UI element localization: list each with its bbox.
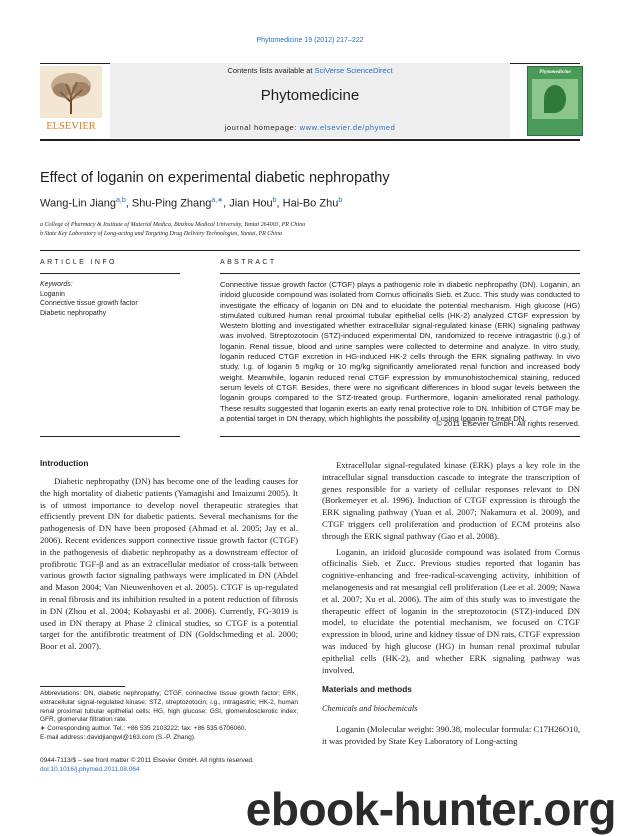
abstract-copyright: © 2011 Elsevier GmbH. All rights reserved. — [436, 419, 580, 428]
journal-homepage — [110, 123, 510, 132]
methods-heading: Materials and methods — [322, 684, 412, 694]
keyword: Loganin — [40, 290, 65, 298]
watermark: ebook-hunter.org — [245, 783, 616, 835]
elsevier-wordmark: ELSEVIER — [46, 121, 96, 132]
contents-prefix: Contents lists available at — [227, 66, 315, 75]
author-name: Wang-Lin Jiang — [40, 197, 117, 210]
masthead-bottom-rule — [40, 139, 580, 141]
right-column — [322, 460, 580, 676]
abstract-rule — [220, 273, 580, 274]
author-separator: , — [223, 197, 230, 210]
introduction-paragraph: Diabetic nephropathy (DN) has become one of the leading causes for the high mortality of diabetic patients (Yamagishi and Imaizumi 2005). It is of utmost importance to develop novel therapeutic strategies that efficiently prevent DN for diabetic patients. Several mechanisms for the pathogenesis of DN have been proposed (Ahmad et al. 2005; Jay et al. 2006). Recent evidences support connective tissue growth factor (CTGF) in the pathogenesis of diabetic nephropathy as a downstream effector of profibrotic TGF-β and as an extracellular mediator of cross-talk between various growth factor signaling pathways were implicated in DN (Abdel and Mason 2004; Van Nieuwenhoven et al. 2005). CTGF is up-regulated in renal fibrosis and its inhibition resulted in a potent reduction of fibrosis in DN (Zhou et al. 2004; Kobayashi et al. 2006). Currently, FG-3019 is used in DN therapy at Phase 2 clinical studies, so CTGF is a potential target for the antifibrotic treatment of DN (Goldschmeding et al. 2000; Boor et al. 2007). — [40, 476, 298, 652]
author-affil-marker[interactable]: b — [272, 197, 277, 204]
leaf-icon — [544, 85, 566, 113]
article-info-heading: ARTICLE INFO — [40, 259, 117, 266]
author-name: Jian Hou — [229, 197, 273, 210]
journal-citation[interactable]: Phytomedicine 19 (2012) 217–222 — [256, 37, 364, 44]
introduction-column — [40, 476, 298, 653]
author-separator: , — [276, 197, 283, 210]
abstract-text: Connective tissue growth factor (CTGF) plays a pathogenic role in diabetic nephropathy (DN). Loganin, an iridoid glucoside compound was isolated from Cornus officinalis Sieb. et Zucc. This study was conducted to investigate the efficacy of loganin on DN and to elucidate the potential mechanism. High glucose (HG) stimulated cultured human renal proximal tubular epithelial cells (HK-2) analyzed CTGF expression by Western blotting and investigated whether extracellular signal-regulated kinase (ERK) signaling pathway was involved. Streptozotocin (STZ)-induced experimental DN, randomized to receive intragastric (i.g.) of loganin. Renal tissue, blood and urine samples were collected to determine and analyze. In vitro study, loganin reduced CTGF excretion in HG-induced HK-2 cells through the ERK signaling pathway. In vivo study, I.g. of loganin 5 mg/kg or 10 mg/kg significantly ameliorated renal function and increased body weight. Meanwhile, loganin reduced renal CTGF expression by immunohistochemical staining, reduced serum levels of CTGF. Besides, there were no significant differences in blood sugar levels between the loganin groups compared to the STZ-treated group. Furthermore, loganin ameliorated renal pathology. These results suggested that loganin exerts an early renal protective role to DN. Inhibition of CTGF may be a potential target in DN therapy, which highlights the possibility of using loganin to treat DN. — [220, 280, 580, 423]
article-info-rule — [40, 273, 180, 274]
erk-paragraph: Extracellular signal-regulated kinase (ERK) plays a key role in the intracellular signal transduction cascade to integrate the transcription of genes responsible for a variety of cellular responses relevant to DN (Borkemeyer et al. 1996). Induction of CTGF expression is through the ERK signaling pathway (Yuan et al. 2007; Nakamura et al. 2009), and CTGF triggers cell proliferation and production of ECM proteins also through the ERK signal pathway (Gao et al. 2008). — [322, 460, 580, 541]
elsevier-tree-icon — [40, 66, 102, 132]
email-footnote[interactable]: E-mail address: davidjiangwl@163.com (S.-P. Zhang). — [40, 733, 196, 741]
affiliation-b: b State Key Laboratory of Long-acting and Targeting Drug Delivery Technologies, Yantai, PR China — [40, 231, 282, 237]
contents-line — [110, 66, 510, 75]
chemicals-subheading: Chemicals and biochemicals — [322, 704, 418, 713]
article-title: Effect of loganin on experimental diabetic nephropathy — [40, 170, 390, 186]
author-separator: , — [125, 197, 132, 210]
footnotes — [40, 690, 298, 743]
chemicals-column — [322, 724, 580, 748]
abbreviations-footnote: Abbreviations: DN, diabetic nephropathy; CTGF, connective tissue growth factor; ERK, extracellular signal-regulated kinase; STZ, streptozotocin; i.g., intragastric; HK-2, human renal proximal tubular epithelial cells; HG, high glucose; GSI, glomerulosclerotic index; GFR, glomerular filtration rate. — [40, 690, 298, 724]
footnote-rule — [40, 686, 125, 687]
elsevier-logo — [40, 66, 102, 132]
keyword: Diabetic nephropathy — [40, 309, 107, 317]
keywords-block — [40, 280, 180, 318]
sciencedirect-link[interactable]: SciVerse ScienceDirect — [314, 66, 393, 75]
author-affil-marker[interactable]: b — [338, 197, 343, 204]
homepage-prefix: journal homepage: — [224, 123, 300, 132]
front-matter-footer — [40, 757, 340, 775]
author-affil-marker[interactable]: a,b — [116, 197, 126, 204]
keywords-label: Keywords: — [40, 281, 73, 288]
affiliation-a: a College of Pharmacy & Institute of Material Medica, Binzhou Medical University, Yantai 264003, PR China — [40, 222, 306, 228]
homepage-link[interactable]: www.elsevier.de/phymed — [299, 123, 396, 132]
keyword: Connective tissue growth factor — [40, 300, 138, 307]
abstract-heading: ABSTRACT — [220, 259, 277, 266]
journal-name: Phytomedicine — [260, 87, 360, 104]
doi-link[interactable]: doi:10.1016/j.phymed.2011.08.064 — [40, 765, 140, 773]
journal-cover-thumbnail — [527, 66, 583, 136]
author-affil-marker[interactable]: a,∗ — [211, 197, 224, 204]
cover-title: Phytomedicine — [539, 69, 571, 75]
loganin-paragraph: Loganin, an iridoid glucoside compound was isolated from Cornus officinalis Sieb. et Zucc. Previous studies reported that loganin has cognitive-enhancing and free-radical-scavenging activity, inhibition of melanogenesis and rat mesangial cell proliferation (Lee et al. 2009; Nawa et al. 2007; Xu et al. 2006). The aim of this study was to investigate the therapeutic effect of loganin in the streptozotocin (STZ)-induced DN model, to elucidate the potential mechanism, we focused on CTGF expression in blood, urine and kidney tissue of DN rats, CTGF expression was induced by high glucose (HG) in human renal proximal tubular epithelial cells (HK-2), and whether ERK signaling pathway was involved. — [322, 546, 580, 675]
author-list — [40, 196, 580, 210]
corresponding-author-footnote: ∗ Corresponding author. Tel.: +86 535 2103222; fax: +86 535 6706060. — [40, 725, 247, 733]
article-info-bottom-rule — [40, 436, 180, 437]
author-name: Hai-Bo Zhu — [282, 197, 339, 210]
issn-line: 0944-7113/$ – see front matter © 2011 Elsevier GmbH. All rights reserved. — [40, 757, 254, 764]
chemicals-paragraph: Loganin (Molecular weight: 390.38, molecular formula: C17H26O10, it was provided by State Key Laboratory of Long-acting — [322, 724, 580, 746]
introduction-heading: Introduction — [40, 458, 89, 468]
author-name: Shu-Ping Zhang — [131, 197, 212, 210]
abstract-bottom-rule — [220, 436, 580, 437]
divider — [40, 250, 580, 251]
